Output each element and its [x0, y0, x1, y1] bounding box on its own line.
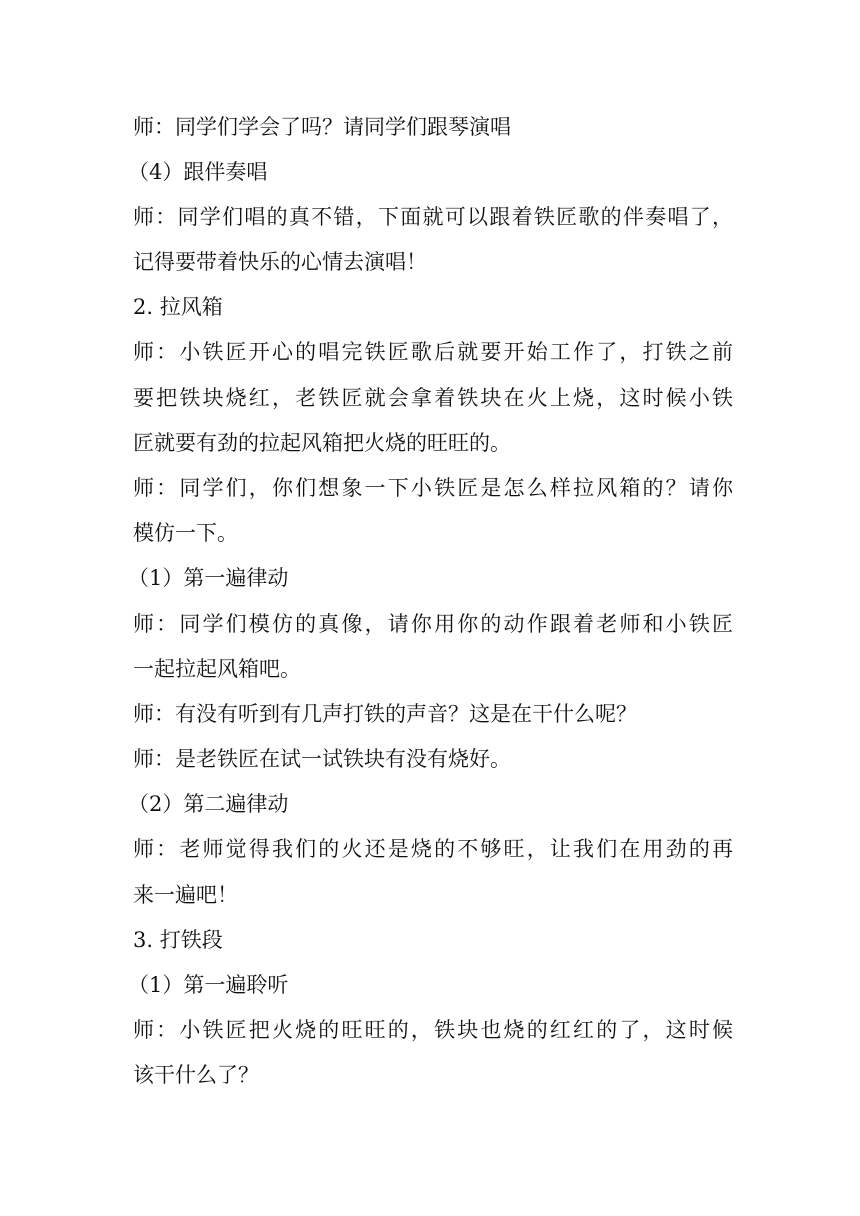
text-line-15: 师：是老铁匠在试一试铁块有没有烧好。 [133, 747, 511, 771]
text-line-16: （2）第二遍律动 [128, 792, 289, 816]
text-line-8: 匠就要有劲的拉起风箱把火烧的旺旺的。 [133, 431, 511, 455]
text-line-21: 师：小铁匠把火烧的旺旺的，铁块也烧的红红的了，这时候 [133, 1018, 733, 1042]
section-heading-3: 3. 打铁段 [133, 928, 223, 952]
text-line-12: 师：同学们模仿的真像，请你用你的动作跟着老师和小铁匠 [133, 612, 733, 636]
text-line-11: （1）第一遍律动 [128, 566, 289, 590]
text-line-9: 师：同学们，你们想象一下小铁匠是怎么样拉风箱的？请你 [133, 476, 733, 500]
text-line-20: （1）第一遍聆听 [128, 973, 289, 997]
text-line-3: 师：同学们唱的真不错，下面就可以跟着铁匠歌的伴奏唱了， [133, 205, 733, 229]
text-line-7: 要把铁块烧红，老铁匠就会拿着铁块在火上烧，这时候小铁 [133, 386, 733, 410]
text-line-22: 该干什么了？ [133, 1063, 259, 1087]
text-line-1: 师：同学们学会了吗？请同学们跟琴演唱 [133, 115, 511, 139]
text-line-4: 记得要带着快乐的心情去演唱！ [133, 250, 427, 274]
text-line-6: 师：小铁匠开心的唱完铁匠歌后就要开始工作了，打铁之前 [133, 340, 733, 364]
text-line-10: 模仿一下。 [133, 521, 238, 545]
text-line-14: 师：有没有听到有几声打铁的声音？这是在干什么呢？ [133, 702, 637, 726]
section-heading-2: 2. 拉风箱 [133, 295, 223, 319]
text-line-13: 一起拉起风箱吧。 [133, 657, 301, 681]
text-line-18: 来一遍吧！ [133, 883, 238, 907]
text-line-2: （4）跟伴奏唱 [128, 160, 268, 184]
text-line-17: 师：老师觉得我们的火还是烧的不够旺，让我们在用劲的再 [133, 837, 733, 861]
